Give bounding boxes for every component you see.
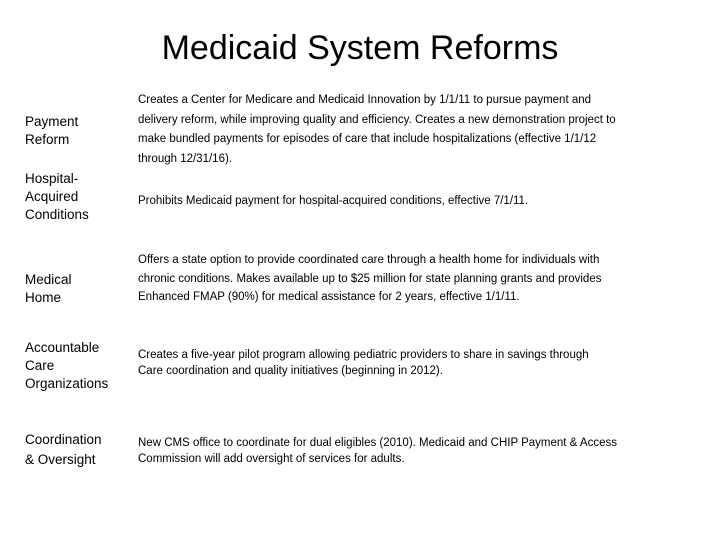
- term-medical-home: [25, 271, 135, 307]
- description-line: Enhanced FMAP (90%) for medical assistance for 2 years, effective 1/1/11.: [138, 291, 520, 303]
- term-line: & Oversight: [25, 452, 96, 467]
- description-line: Commission will add oversight of services for adults.: [138, 453, 405, 465]
- term-payment-reform: [25, 113, 135, 149]
- term-line: Medical: [25, 272, 72, 287]
- description-line: make bundled payments for episodes of care that include hospitalizations (effective 1/1/12: [138, 133, 597, 145]
- description-line: through 12/31/16).: [138, 152, 232, 165]
- term-line: Conditions: [25, 207, 89, 222]
- description-payment-reform: [138, 91, 703, 169]
- description-medical-home: [138, 251, 703, 307]
- description-line: Creates a five-year pilot program allowing pediatric providers to share in savings through: [138, 349, 589, 361]
- description-line: delivery reform, while improving quality and efficiency. Creates a new demonstration project to: [138, 113, 616, 126]
- description-accountable-care-organizations: [138, 347, 703, 379]
- term-line: Accountable: [25, 340, 100, 355]
- description-coordination-oversight: [138, 435, 703, 467]
- description-line: Prohibits Medicaid payment for hospital-acquired conditions, effective 7/1/11.: [138, 195, 529, 207]
- term-coordination-oversight: [25, 430, 135, 470]
- description-line: Care coordination and quality initiatives (beginning in 2012).: [138, 365, 443, 377]
- description-line: Creates a Center for Medicare and Medicaid Innovation by 1/1/11 to pursue payment and: [138, 94, 592, 106]
- term-line: Organizations: [25, 376, 109, 391]
- term-line: Acquired: [25, 189, 79, 204]
- description-line: New CMS office to coordinate for dual eligibles (2010). Medicaid and CHIP Payment & Access: [138, 437, 617, 449]
- description-hospital-acquired-conditions: [138, 193, 703, 209]
- term-line: Coordination: [25, 432, 102, 447]
- term-accountable-care-organizations: [25, 339, 135, 393]
- term-line: Care: [25, 358, 55, 373]
- term-line: Payment: [25, 114, 79, 129]
- term-line: Reform: [25, 132, 70, 147]
- term-line: Hospital-: [25, 171, 79, 186]
- description-line: Offers a state option to provide coordinated care through a health home for individuals with: [138, 254, 600, 266]
- description-line: chronic conditions. Makes available up to $25 million for state planning grants and provides: [138, 272, 602, 285]
- term-hospital-acquired-conditions: [25, 170, 135, 224]
- slide-title: Medicaid System Reforms: [161, 29, 559, 67]
- term-line: Home: [25, 290, 62, 305]
